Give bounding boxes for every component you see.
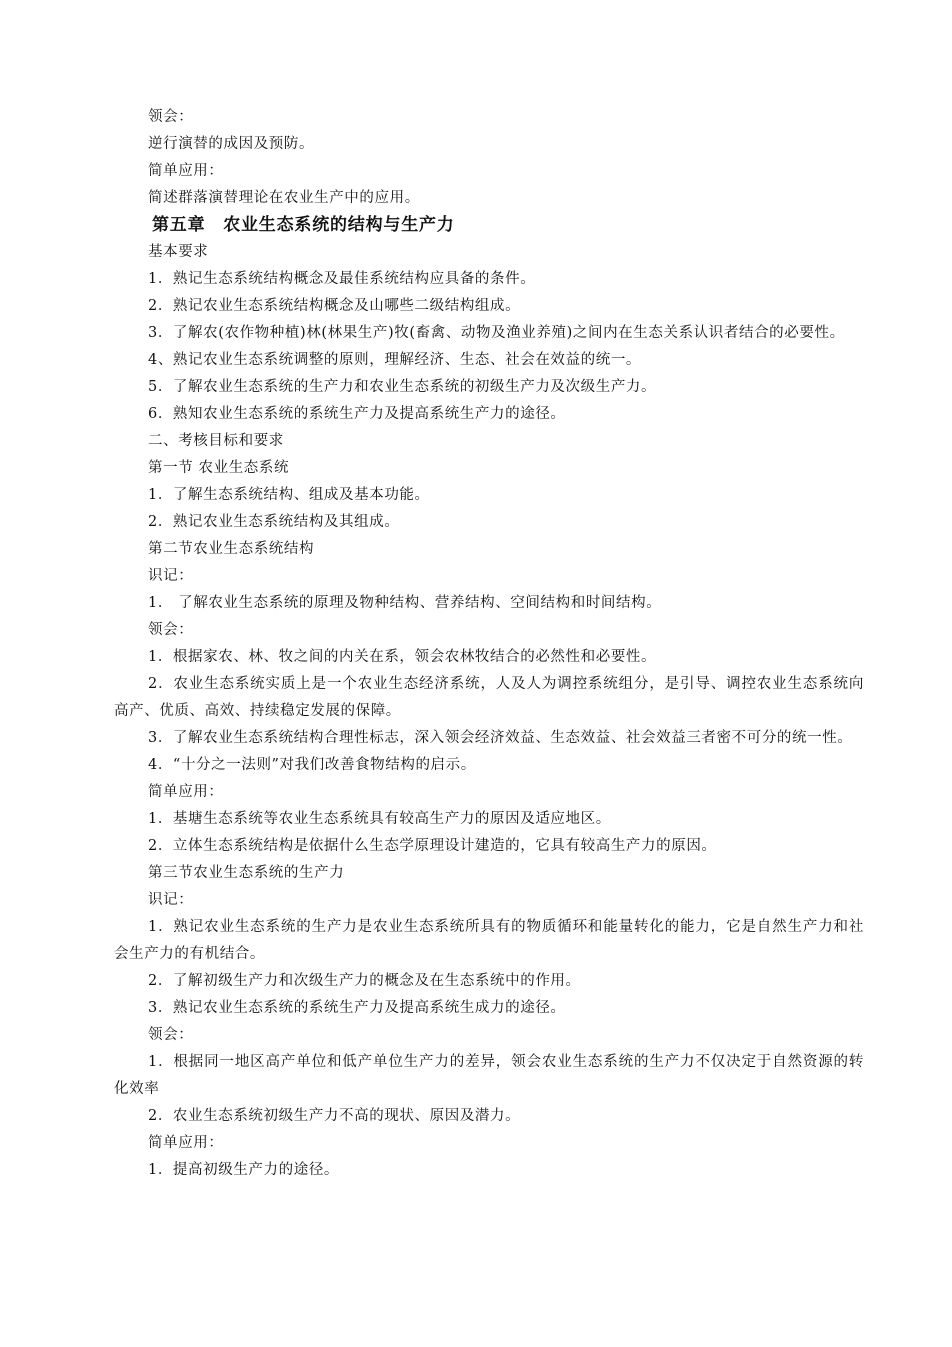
text-line: 2．农业生态系统初级生产力不高的现状、原因及潜力。 [148,1108,521,1124]
text-line: 2．立体生态系统结构是依据什么生态学原理设计建造的，它具有较高生产力的原因。 [148,838,717,854]
paragraph: 3．了解农业生态系统结构合理性标志，深入领会经济效益、生态效益、社会效益三者密不可分的统一性。 [148,730,853,746]
text-line: 简单应用： [148,784,224,800]
text-line: 1． 了解农业生态系统的原理及物种结构、营养结构、空间结构和时间结构。 [148,595,662,611]
text-line: 6．熟知农业生态系统的系统生产力及提高系统生产力的途径。 [148,406,566,422]
text-line: 1．基塘生态系统等农业生态系统具有较高生产力的原因及适应地区。 [148,811,611,827]
paragraph: 3．了解农(农作物种植)林(林果生产)牧(畜禽、动物及渔业养殖)之间内在生态关系认识者结合的必要性。 [148,325,845,341]
text-line: 2．熟记农业生态系统结构概念及山哪些二级结构组成。 [148,298,521,314]
text-line: 领会： [148,109,194,125]
text-line: 识记： [148,568,194,584]
text-line: 2．熟记农业生态系统结构及其组成。 [148,514,400,530]
text-line: 1．了解生态系统结构、组成及基本功能。 [148,487,430,503]
chapter-heading: 第五章 农业生态系统的结构与生产力 [152,215,455,235]
text-line: 第三节农业生态系统的生产力 [148,865,345,881]
paragraph: 1．根据同一地区高产单位和低产单位生产力的差异，领会农业生态系统的生产力不仅决定于自然资源的转化效率 [114,1054,864,1097]
text-line: 简单应用： [148,163,224,179]
text-line: 4．“十分之一法则”对我们改善食物结构的启示。 [148,757,476,773]
text-line: 识记： [148,892,194,908]
text-line: 逆行演替的成因及预防。 [148,136,315,152]
document-body [114,104,864,1184]
paragraph: 2．农业生态系统实质上是一个农业生态经济系统，人及人为调控系统组分，是引导、调控农业生态系统向高产、优质、高效、持续稳定发展的保障。 [114,676,864,719]
text-line: 1．根据家农、林、牧之间的内关在系，领会农林牧结合的必然性和必要性。 [148,649,657,665]
text-line: 基本要求 [148,244,209,260]
text-line: 领会： [148,1027,194,1043]
text-line: 5．了解农业生态系统的生产力和农业生态系统的初级生产力及次级生产力。 [148,379,657,395]
text-line: 第二节农业生态系统结构 [148,541,315,557]
text-line: 领会： [148,622,194,638]
text-line: 3．熟记农业生态系统的系统生产力及提高系统生成力的途径。 [148,1000,566,1016]
text-line: 二、考核目标和要求 [148,433,284,449]
paragraph: 1．熟记农业生态系统的生产力是农业生态系统所具有的物质循环和能量转化的能力，它是自然生产力和社会生产力的有机结合。 [114,919,864,962]
text-line: 1．熟记生态系统结构概念及最佳系统结构应具备的条件。 [148,271,536,287]
text-line: 简单应用： [148,1135,224,1151]
text-line: 第一节 农业生态系统 [148,460,290,476]
text-line: 4、熟记农业生态系统调整的原则，理解经济、生态、社会在效益的统一。 [148,352,642,368]
text-line: 简述群落演替理论在农业生产中的应用。 [148,190,420,206]
text-line: 2．了解初级生产力和次级生产力的概念及在生态系统中的作用。 [148,973,581,989]
text-line: 1．提高初级生产力的途径。 [148,1162,340,1178]
